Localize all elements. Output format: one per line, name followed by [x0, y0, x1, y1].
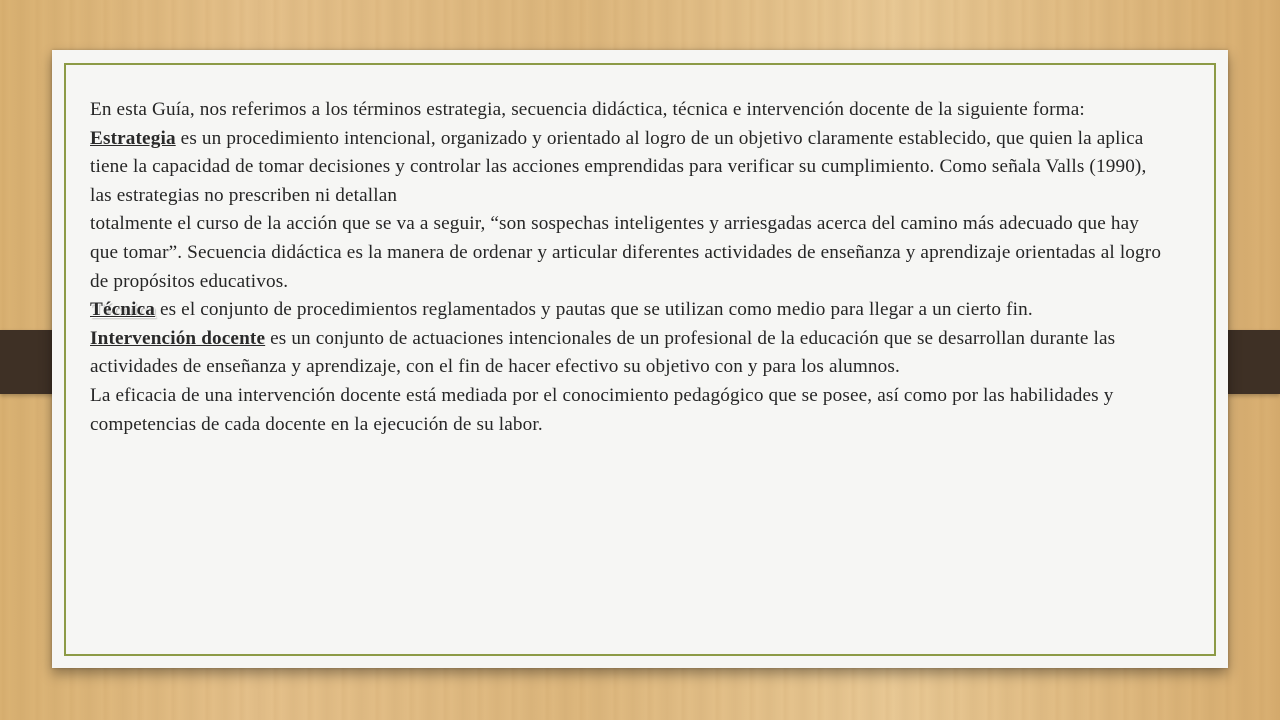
estrategia-paragraph: [90, 125, 1170, 211]
intervencion-definition: es un conjunto de actuaciones intencionales de un profesional de la educación que se desarrollan durante las actividades de enseñanza y aprendizaje, con el fin de hacer efectivo su objetivo con y para los alumnos.: [90, 327, 1116, 378]
left-decorative-band: [0, 330, 58, 394]
intervencion-paragraph: [90, 325, 1170, 382]
tecnica-term: Técnica: [90, 299, 155, 321]
estrategia-continued-paragraph: totalmente el curso de la acción que se va a seguir, “son sospechas inteligentes y arriesgadas acerca del camino más adecuado que hay que tomar”. Secuencia didáctica es la manera de ordenar y articular diferentes actividades de enseñanza y aprendizaje orientadas al logro de propósitos educativos.: [90, 213, 1162, 292]
right-decorative-band: [1228, 330, 1280, 394]
estrategia-definition: es un procedimiento intencional, organizado y orientado al logro de un objetivo claramente establecido, que quien la aplica tiene la capacidad de tomar decisiones y controlar las acciones emprendidas para verificar su cumplimiento. Como señala Valls (1990), las estrategias no prescriben ni detallan: [90, 127, 1147, 206]
tecnica-definition: es el conjunto de procedimientos reglamentados y pautas que se utilizan como medio para llegar a un cierto fin.: [155, 299, 1033, 321]
tecnica-paragraph: [90, 296, 1170, 325]
slide-text-body: [90, 96, 1170, 439]
estrategia-term: Estrategia: [90, 127, 176, 149]
conclusion-paragraph: La eficacia de una intervención docente está mediada por el conocimiento pedagógico que se posee, así como por las habilidades y competencias de cada docente en la ejecución de su labor.: [90, 384, 1114, 435]
intro-paragraph: En esta Guía, nos referimos a los términos estrategia, secuencia didáctica, técnica e intervención docente de la siguiente forma:: [90, 99, 1085, 120]
intervencion-term: Intervención docente: [90, 327, 266, 349]
slide-paper: [52, 50, 1228, 668]
